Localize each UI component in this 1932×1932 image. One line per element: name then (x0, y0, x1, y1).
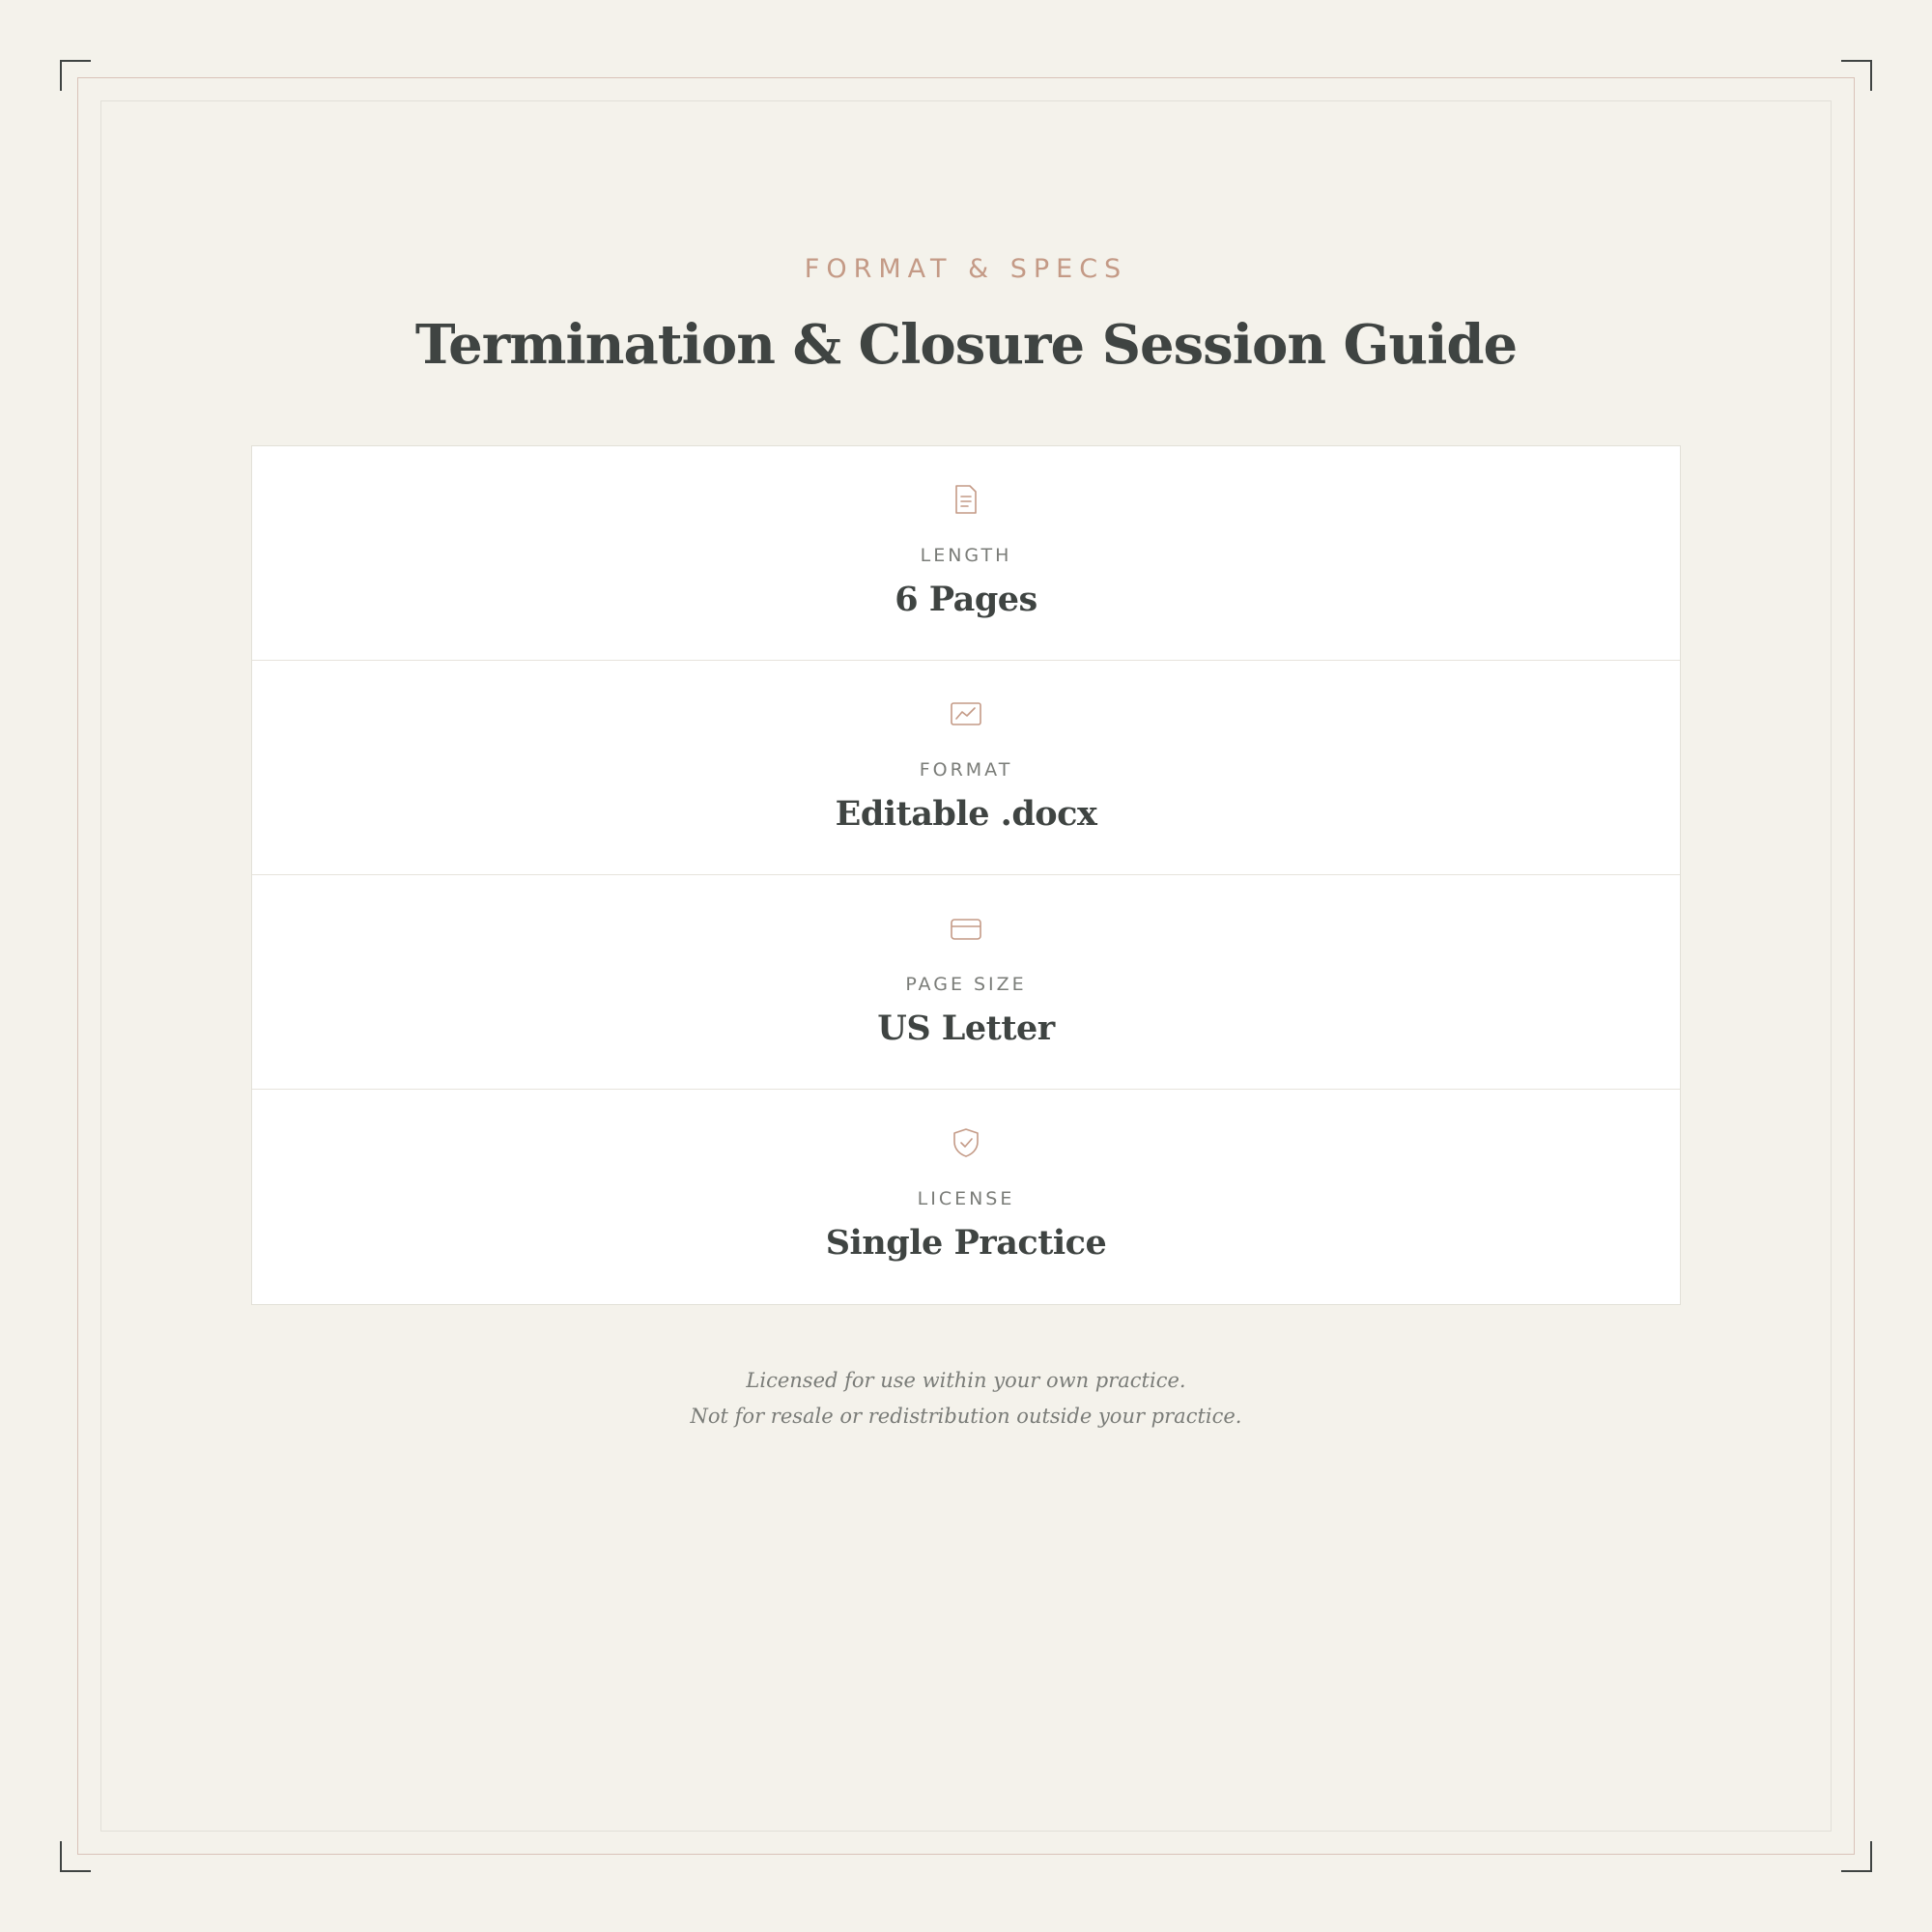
document-icon (252, 483, 1680, 518)
spec-value: US Letter (877, 1009, 1055, 1048)
corner-mark-bottom-right (1841, 1841, 1872, 1872)
spec-value: Editable .docx (835, 794, 1097, 834)
spec-label: LICENSE (917, 1188, 1015, 1209)
license-note-line-1: Licensed for use within your own practice. (746, 1369, 1186, 1392)
page-title: Termination & Closure Session Guide (414, 313, 1518, 377)
corner-mark-top-right (1841, 60, 1872, 91)
specs-table (251, 445, 1681, 1305)
shield-check-icon (252, 1126, 1680, 1161)
corner-mark-top-left (60, 60, 91, 91)
spec-row-license (252, 1090, 1680, 1304)
spec-label: PAGE SIZE (905, 974, 1027, 995)
license-note-line-2: Not for resale or redistribution outside your practice. (690, 1405, 1242, 1428)
spec-row-length (252, 446, 1680, 661)
chart-icon (252, 697, 1680, 732)
spec-row-page-size (252, 875, 1680, 1090)
spec-value: Single Practice (825, 1223, 1107, 1263)
corner-mark-bottom-left (60, 1841, 91, 1872)
spec-label: FORMAT (919, 759, 1013, 781)
card-icon (252, 912, 1680, 947)
section-eyebrow: FORMAT & SPECS (804, 254, 1128, 284)
spec-row-format (252, 661, 1680, 875)
spec-value: 6 Pages (895, 580, 1037, 619)
spec-label: LENGTH (920, 545, 1012, 566)
